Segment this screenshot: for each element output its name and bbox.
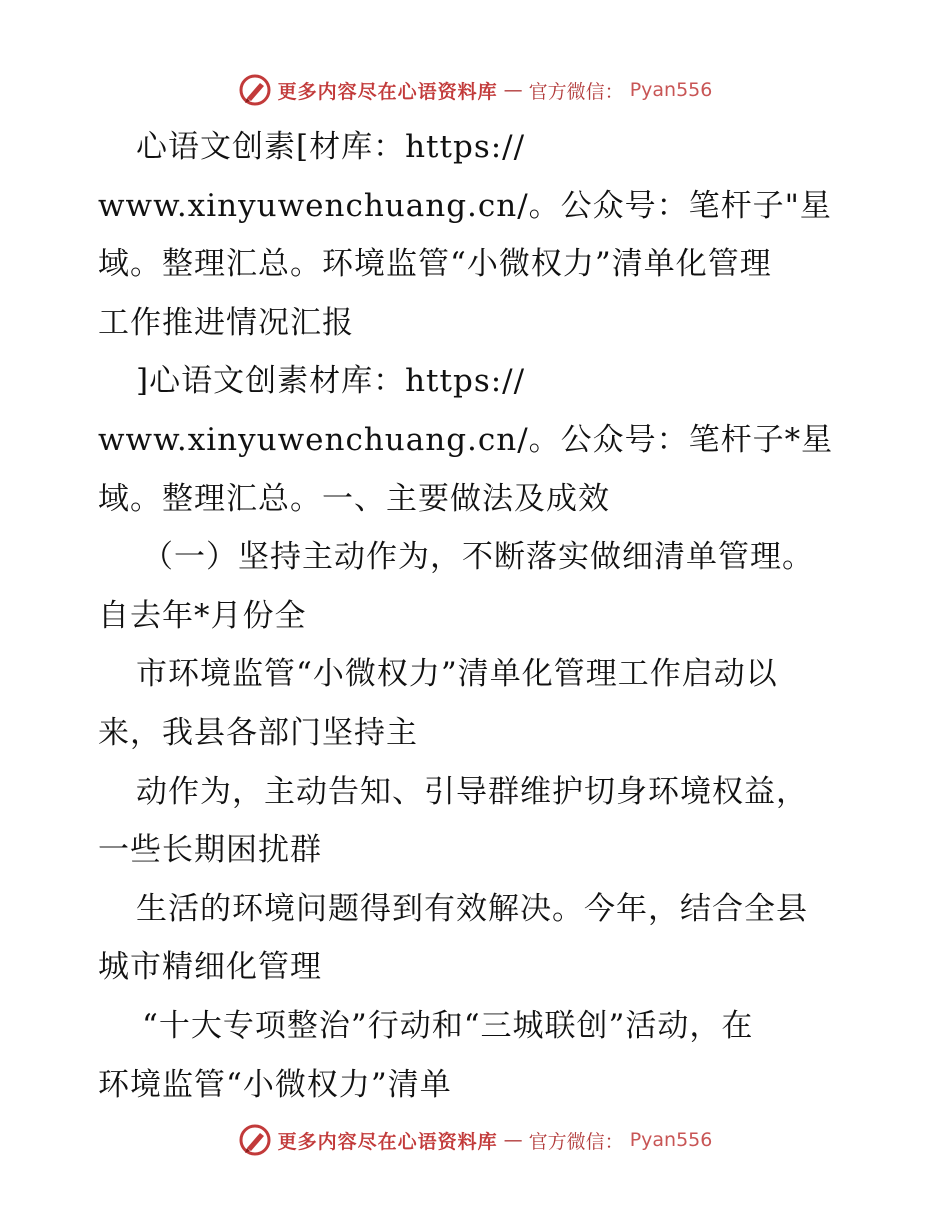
body-line: 域。整理汇总。一、主要做法及成效 (98, 480, 610, 517)
body-line: “十大专项整治”行动和“三城联创”活动，在 (142, 1007, 754, 1044)
body-line: 一些长期困扰群 (98, 832, 322, 869)
body-line: 自去年*月份全 (98, 597, 307, 634)
watermark-wechat-id: Pyan556 (629, 1129, 713, 1151)
body-line: 域。整理汇总。环境监管“小微权力”清单化管理 (98, 246, 772, 283)
pen-logo-icon (238, 73, 272, 107)
watermark-tail-text: 官方微信： (528, 80, 624, 103)
body-line: （一）坚持主动作为，不断落实做细清单管理。 (142, 539, 814, 576)
body-line: 生活的环境问题得到有效解决。今年，结合全县 (136, 890, 808, 927)
watermark-lead-text: 更多内容尽在心语资料库 (277, 1130, 498, 1153)
body-line: 工作推进情况汇报 (98, 304, 354, 341)
watermark-separator: — (503, 79, 523, 101)
footer-watermark (0, 1120, 950, 1160)
body-line: 来，我县各部门坚持主 (98, 714, 418, 751)
watermark-tail-text: 官方微信： (528, 1130, 624, 1153)
body-line: 动作为，主动告知、引导群维护切身环境权益， (136, 773, 808, 810)
body-line: 心语文创素[材库：https:// (136, 129, 526, 165)
body-line: ]心语文创素材库：https:// (136, 363, 526, 400)
body-line: www.xinyuwenchuang.cn/。公众号：笔杆子*星 (98, 421, 834, 458)
watermark-wechat-id: Pyan556 (629, 79, 713, 101)
body-line: www.xinyuwenchuang.cn/。公众号：笔杆子"星 (98, 187, 832, 224)
watermark-lead-text: 更多内容尽在心语资料库 (277, 80, 498, 103)
body-line: 市环境监管“小微权力”清单化管理工作启动以 (136, 656, 778, 693)
header-watermark (0, 70, 950, 110)
body-line: 城市精细化管理 (98, 949, 322, 986)
body-line: 环境监管“小微权力”清单 (98, 1066, 452, 1103)
pen-logo-icon (238, 1123, 272, 1157)
watermark-separator: — (503, 1129, 523, 1151)
document-body (98, 118, 858, 1114)
